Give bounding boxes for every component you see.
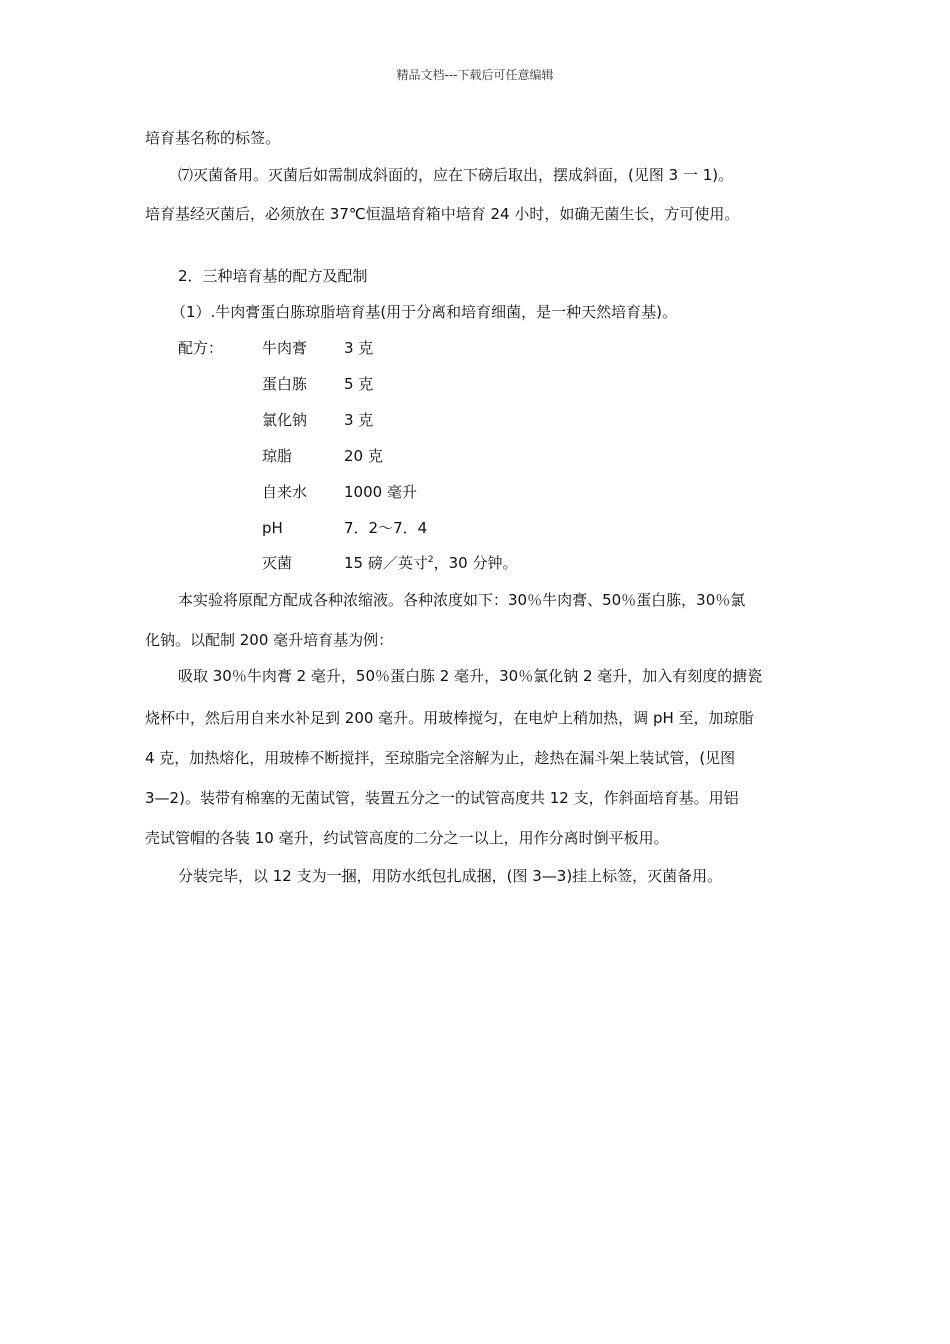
paragraph-line: 本实验将原配方配成各种浓缩液。各种浓度如下：30％牛肉膏、50％蛋白胨，30％氯 <box>178 591 746 609</box>
subsection-heading: （1）.牛肉膏蛋白胨琼脂培育基(用于分离和培育细菌，是一种天然培育基)。 <box>171 303 678 321</box>
page-header: 精品文档---下载后可任意编辑 <box>396 68 554 82</box>
paragraph-line: 烧杯中，然后用自来水补足到 200 毫升。用玻棒搅匀，在电炉上稍加热，调 pH 至，加琼脂 <box>145 709 754 727</box>
step-7-line: ⑺灭菌备用。灭菌后如需制成斜面的，应在下磅后取出，摆成斜面，(见图 3 一 1)。 <box>178 166 734 184</box>
text-line: 培育基经灭菌后，必须放在 37℃恒温培育箱中培育 24 小时，如确无菌生长，方可使用。 <box>145 205 740 223</box>
recipe-item-name: 氯化钠 <box>262 411 308 429</box>
recipe-item-amount: 7．2～7．4 <box>344 519 428 537</box>
recipe-item-name: 牛肉膏 <box>262 339 308 357</box>
paragraph-line: 分装完毕，以 12 支为一捆，用防水纸包扎成捆，(图 3—3)挂上标签，灭菌备用。 <box>178 867 723 885</box>
text-line: 培育基名称的标签。 <box>145 129 281 147</box>
paragraph-line: 化钠。以配制 200 毫升培育基为例： <box>145 631 394 649</box>
paragraph-line: 吸取 30％牛肉膏 2 毫升，50％蛋白胨 2 毫升，30％氯化钠 2 毫升，加入有刻度的搪瓷 <box>178 667 763 685</box>
amount-suffix: ，30 分钟。 <box>433 554 518 572</box>
recipe-item-amount: 20 克 <box>344 447 383 465</box>
superscript: 2 <box>427 555 434 565</box>
recipe-item-amount: 5 克 <box>344 375 374 393</box>
recipe-item-name: 蛋白胨 <box>262 375 308 393</box>
section-heading: 2．三种培育基的配方及配制 <box>178 267 368 285</box>
recipe-item-name: 自来水 <box>262 483 308 501</box>
paragraph-line: 4 克，加热熔化，用玻棒不断搅拌，至琼脂完全溶解为止，趁热在漏斗架上装试管，(见图 <box>145 749 736 767</box>
paragraph-line: 3—2)。装带有棉塞的无菌试管，装置五分之一的试管高度共 12 支，作斜面培育基。用铝 <box>145 789 739 807</box>
recipe-item-amount: 3 克 <box>344 411 374 429</box>
recipe-item-name: 琼脂 <box>262 447 293 465</box>
paragraph-line: 壳试管帽的各装 10 毫升，约试管高度的二分之一以上，用作分离时倒平板用。 <box>145 829 669 847</box>
recipe-item-amount: 1000 毫升 <box>344 483 417 501</box>
amount-main: 15 磅／英寸 <box>344 554 428 572</box>
recipe-label: 配方： <box>178 339 224 357</box>
recipe-item-amount-sterilize <box>344 553 517 573</box>
recipe-item-amount: 3 克 <box>344 339 374 357</box>
recipe-item-name: 灭菌 <box>262 554 293 572</box>
recipe-item-name: pH <box>262 519 283 537</box>
